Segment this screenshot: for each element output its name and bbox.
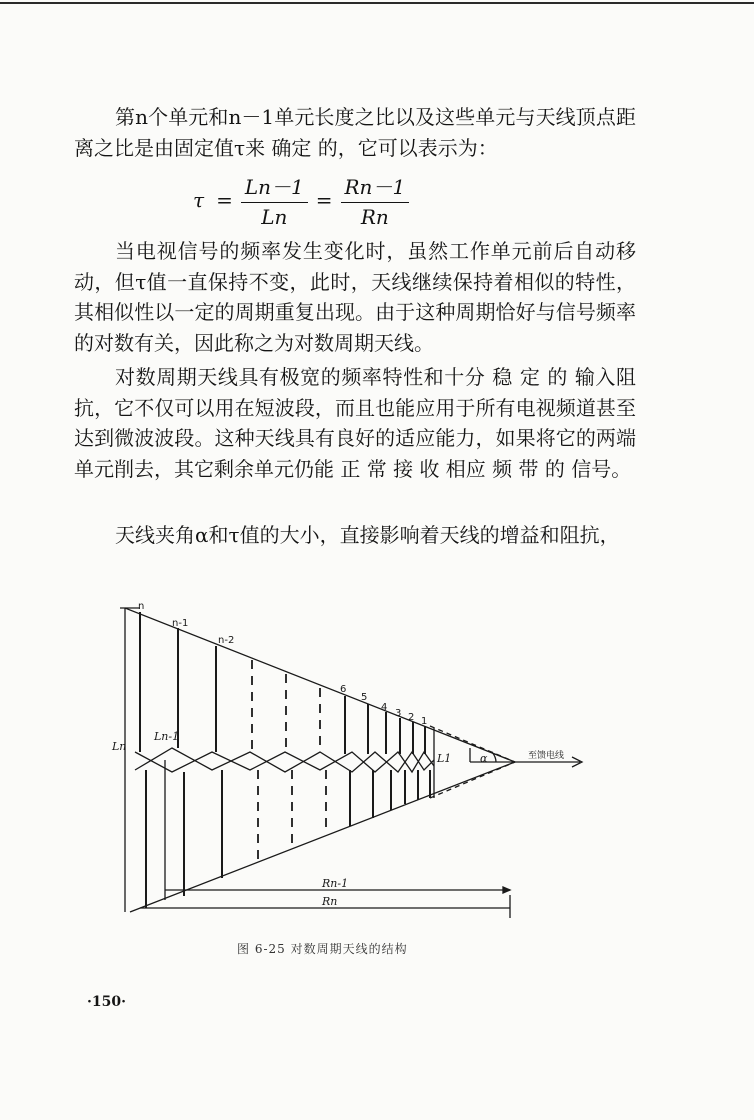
formula-equals-1: = [216,188,233,212]
label-ln-1: Ln-1 [154,730,180,743]
label-rn: Rn [322,895,338,908]
element-label-2: 2 [408,712,415,723]
page-number: ·150· [87,994,126,1010]
paragraph-4: 天线夹角α和τ值的大小，直接影响着天线的增益和阻抗， [115,523,620,547]
formula-tau: τ [193,188,205,212]
paragraph-1: 第n个单元和n－1单元长度之比以及这些单元与天线顶点距离之比是由固定值τ来 确定 的，它可以表示为： [74,105,636,160]
fraction-1-denominator: Ln [261,205,288,229]
label-alpha: α [480,752,488,765]
fraction-2-denominator: Rn [360,205,389,229]
label-l1: L1 [437,752,452,765]
fraction-length-ratio [241,171,308,229]
element-label-n2: n-2 [218,635,235,646]
tau-formula [193,170,409,230]
element-label-5: 5 [361,692,368,703]
log-periodic-antenna-diagram [0,590,754,930]
element-label-3: 3 [395,708,402,719]
paragraph-2: 当电视信号的频率发生变化时，虽然工作单元前后自动移动，但τ值一直保持不变，此时，天线继续保持着相似的特性，其相似性以一定的周期重复出现。由于这种周期恰好与信号频率的对数有关，因此称之为对数周期天线。 [74,239,636,355]
paragraph-3: 对数周期天线具有极宽的频率特性和十分 稳 定 的 输入阻抗，它不仅可以用在短波段，而且也能应用于所有电视频道甚至达到微波波段。这种天线具有良好的适应能力，如果将它的两端单元削去，其它剩余单元仍能 正 常 接 收 相应 频 带 的 信号。 [74,365,636,481]
label-rn-1: Rn-1 [322,877,349,890]
formula-equals-2: = [315,188,333,212]
fraction-1-numerator: Ln－1 [241,171,308,203]
element-label-n1: n-1 [172,618,189,629]
element-label-6: 6 [340,684,347,695]
dimension-rn1-arrow [503,887,510,893]
top-border-line [0,2,754,4]
label-feed: 至馈电线 [528,751,565,761]
fraction-distance-ratio [341,171,410,229]
figure-caption: 图 6-25 对数周期天线的结构 [237,942,408,956]
label-ln: Ln [112,740,127,753]
element-label-n: n [138,601,145,612]
element-label-4: 4 [381,702,388,713]
boom-feed-line-b [135,752,434,772]
element-label-1: 1 [421,716,428,727]
fraction-2-numerator: Rn－1 [341,171,410,203]
